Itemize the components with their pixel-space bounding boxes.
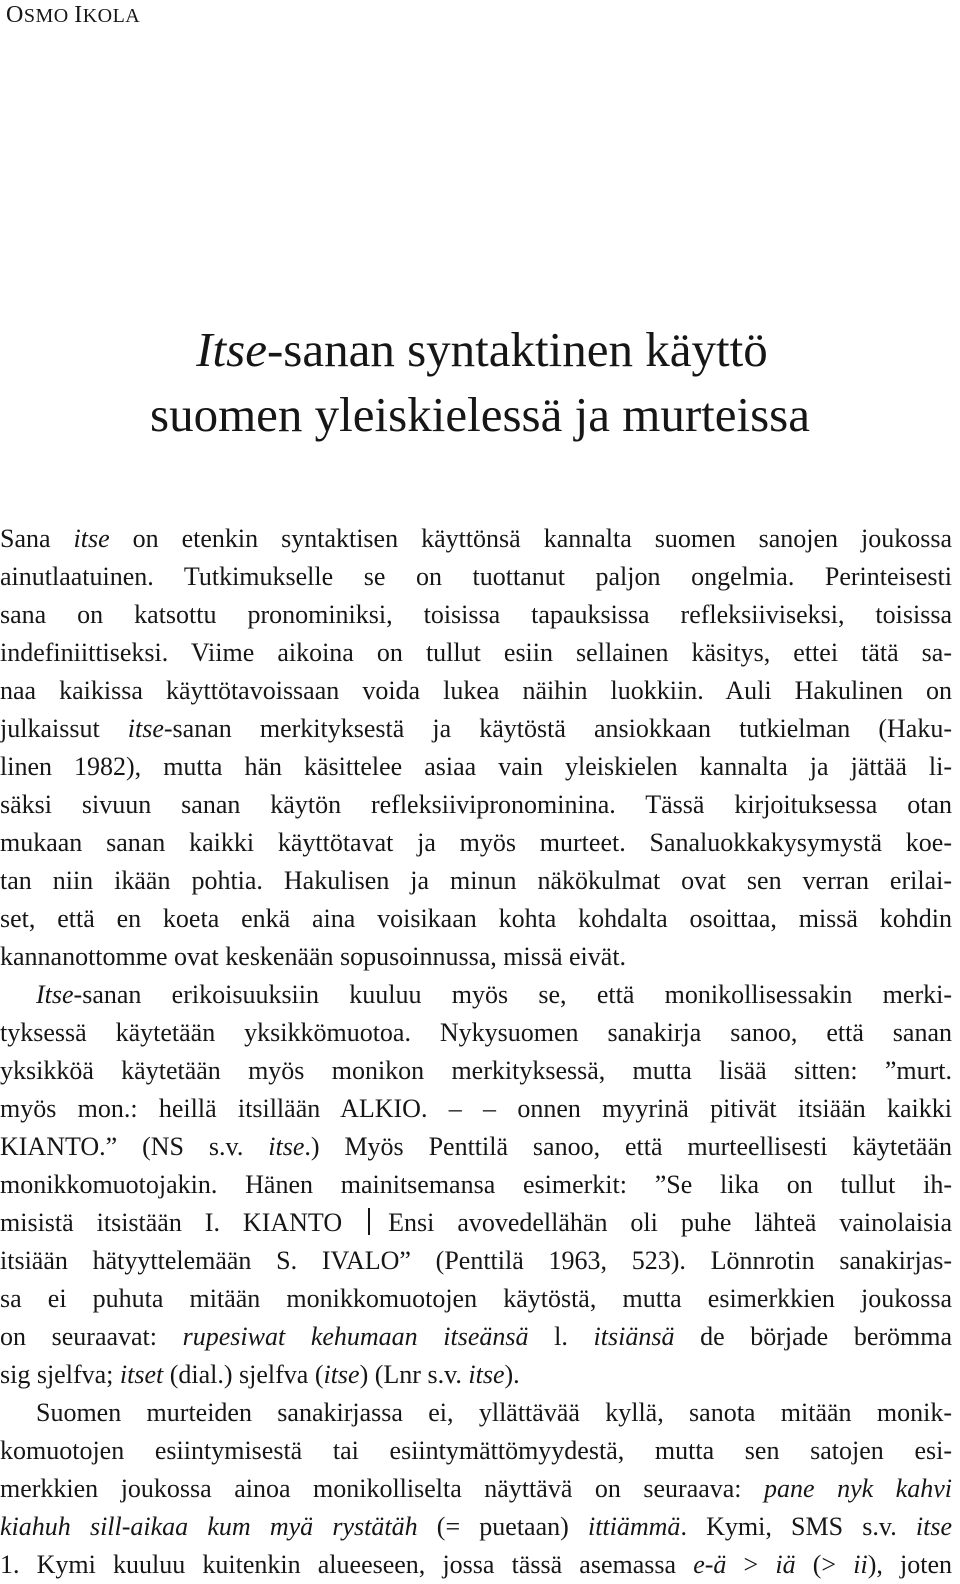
text-run: ) (Lnr s.v. xyxy=(359,1360,469,1389)
text-run: kannanottomme ovat keskenään sopusoinnussa, missä eivät. xyxy=(0,942,627,971)
body-line xyxy=(0,1204,952,1242)
body-line xyxy=(0,558,952,596)
body-line xyxy=(0,710,952,748)
body-line xyxy=(0,520,952,558)
text-run: (= puetaan) xyxy=(417,1512,588,1541)
text-run: misistä itsistään I. KIANTO xyxy=(0,1208,343,1237)
article-title-line-2: suomen yleiskielessä ja murteissa xyxy=(150,387,810,442)
author-rest-first: SMO xyxy=(23,5,69,27)
body-line xyxy=(0,1166,952,1204)
article-body xyxy=(0,520,952,1584)
italic-run: itse xyxy=(268,1132,305,1161)
body-line xyxy=(0,1356,952,1394)
text-run: Suomen murteiden sanakirjassa ei, yllättävää kyllä, sanota mitään monik- xyxy=(36,1398,952,1427)
body-line xyxy=(0,1318,952,1356)
text-run: linen 1982), mutta hän käsittelee asiaa vain yleiskielen kannalta ja jättää li- xyxy=(0,752,952,781)
text-run: ). xyxy=(504,1360,520,1389)
body-line xyxy=(0,596,952,634)
text-run: monikkomuotojakin. Hänen mainitsemansa esimerkit: ”Se lika on tullut ih- xyxy=(0,1170,952,1199)
line-divider-mark xyxy=(368,1208,370,1235)
text-run: -sanan erikoisuuksiin kuuluu myös se, että monikollisessakin merki- xyxy=(73,980,952,1009)
text-run: set, että en koeta enkä aina voisikaan kohta kohdalta osoittaa, missä kohdin xyxy=(0,904,952,933)
body-line xyxy=(0,1394,952,1432)
body-line xyxy=(0,1546,952,1584)
text-run: de började berömma xyxy=(674,1322,953,1351)
body-line xyxy=(0,634,952,672)
text-run: myös mon.: heillä itsillään ALKIO. – – onnen myyrinä pitivät itsiään kaikki xyxy=(0,1094,952,1123)
body-line xyxy=(0,1052,952,1090)
text-run: KIANTO.” (NS s.v. xyxy=(0,1132,269,1161)
title-italic-word: Itse xyxy=(196,322,267,377)
text-run: mukaan sanan kaikki käyttötavat ja myös murteet. Sanaluokkakysymystä koe- xyxy=(0,828,952,857)
italic-run: itse xyxy=(468,1360,505,1389)
title-line-1-text: -sanan syntaktinen käyttö xyxy=(266,322,768,377)
body-line xyxy=(0,862,952,900)
italic-run: iä xyxy=(775,1550,796,1579)
italic-run: itse xyxy=(323,1360,360,1389)
body-line xyxy=(0,1014,952,1052)
text-run: yksikköä käytetään myös monikon merkityksessä, mutta lisää sitten: ”murt. xyxy=(0,1056,952,1085)
body-line xyxy=(0,1242,952,1280)
text-run: . Kymi, SMS s.v. xyxy=(680,1512,916,1541)
text-run: komuotojen esiintymisestä tai esiintymättömyydestä, mutta sen satojen esi- xyxy=(0,1436,952,1465)
text-run: ainutlaatuinen. Tutkimukselle se on tuottanut paljon ongelmia. Perinteisesti xyxy=(0,562,952,591)
italic-run: itsiänsä xyxy=(593,1322,675,1351)
body-line xyxy=(0,1128,952,1166)
body-line xyxy=(0,938,952,976)
body-line xyxy=(0,1090,952,1128)
italic-run: ii xyxy=(853,1550,868,1579)
italic-run: rupesiwat kehumaan itseänsä xyxy=(182,1322,529,1351)
italic-run: itset xyxy=(119,1360,164,1389)
body-line xyxy=(0,1280,952,1318)
author-initial-last: I xyxy=(74,2,83,28)
body-line xyxy=(0,1508,952,1546)
text-run: (dial.) sjelfva ( xyxy=(163,1360,324,1389)
text-run: sana on katsottu pronominiksi, toisissa tapauksissa refleksiiviseksi, toisissa xyxy=(0,600,952,629)
text-run: Sana xyxy=(0,524,74,553)
text-run: -sanan merkityksestä ja käytöstä ansiokkaan tutkielman (Haku- xyxy=(163,714,953,743)
italic-run: pane nyk kahvi xyxy=(764,1474,952,1503)
text-run: l. xyxy=(528,1322,594,1351)
text-run: indefiniittiseksi. Viime aikoina on tullut esiin sellainen käsitys, ettei tätä sa- xyxy=(0,638,952,667)
text-run: (> xyxy=(795,1550,854,1579)
author-rest-last: KOLA xyxy=(82,5,141,27)
author-name xyxy=(6,2,140,29)
text-run: merkkien joukossa ainoa monikolliselta näyttävä on seuraava: xyxy=(0,1474,765,1503)
body-line xyxy=(0,976,952,1014)
text-run: Ensi avovedellähän oli puhe lähteä vainolaisia xyxy=(388,1208,953,1237)
text-run: itsiään hätyyttelemään S. IVALO” (Penttilä 1963, 523). Lönnrotin sanakirjas- xyxy=(0,1246,952,1275)
text-run: sa ei puhuta mitään monikkomuotojen käytöstä, mutta esimerkkien joukossa xyxy=(0,1284,952,1313)
author-initial-first: O xyxy=(6,2,24,28)
body-line xyxy=(0,824,952,862)
body-line xyxy=(0,748,952,786)
text-run: on seuraavat: xyxy=(0,1322,183,1351)
text-run: julkaissut xyxy=(0,714,128,743)
body-line xyxy=(0,1432,952,1470)
text-run: > xyxy=(726,1550,776,1579)
text-run: tyksessä käytetään yksikkömuotoa. Nykysuomen sanakirja sanoo, että sanan xyxy=(0,1018,952,1047)
text-run: naa kaikissa käyttötavoissaan voida lukea näihin luokkiin. Auli Hakulinen on xyxy=(0,676,952,705)
body-line xyxy=(0,1470,952,1508)
text-run: 1. Kymi kuuluu kuitenkin alueeseen, jossa tässä asemassa xyxy=(0,1550,694,1579)
body-line xyxy=(0,786,952,824)
text-run: ), joten xyxy=(867,1550,952,1579)
italic-run: itse xyxy=(73,524,110,553)
italic-run: kiahuh sill-aikaa kum myä rystätäh xyxy=(0,1512,418,1541)
italic-run: itse xyxy=(127,714,164,743)
italic-run: e-ä xyxy=(693,1550,727,1579)
italic-run: itse xyxy=(915,1512,952,1541)
text-run: säksi sivuun sanan käytön refleksiivipronominina. Tässä kirjoituksessa otan xyxy=(0,790,952,819)
text-run: on etenkin syntaktisen käyttönsä kannalta suomen sanojen joukossa xyxy=(109,524,953,553)
text-run: .) Myös Penttilä sanoo, että murteellisesti käytetään xyxy=(304,1132,953,1161)
italic-run: ittiämmä xyxy=(587,1512,681,1541)
body-line xyxy=(0,900,952,938)
body-line xyxy=(0,672,952,710)
italic-run: Itse xyxy=(36,980,74,1009)
text-run: sig sjelfva; xyxy=(0,1360,120,1389)
article-title-line-1 xyxy=(0,316,960,384)
text-run: tan niin ikään pohtia. Hakulisen ja minun näkökulmat ovat sen verran erilai- xyxy=(0,866,952,895)
